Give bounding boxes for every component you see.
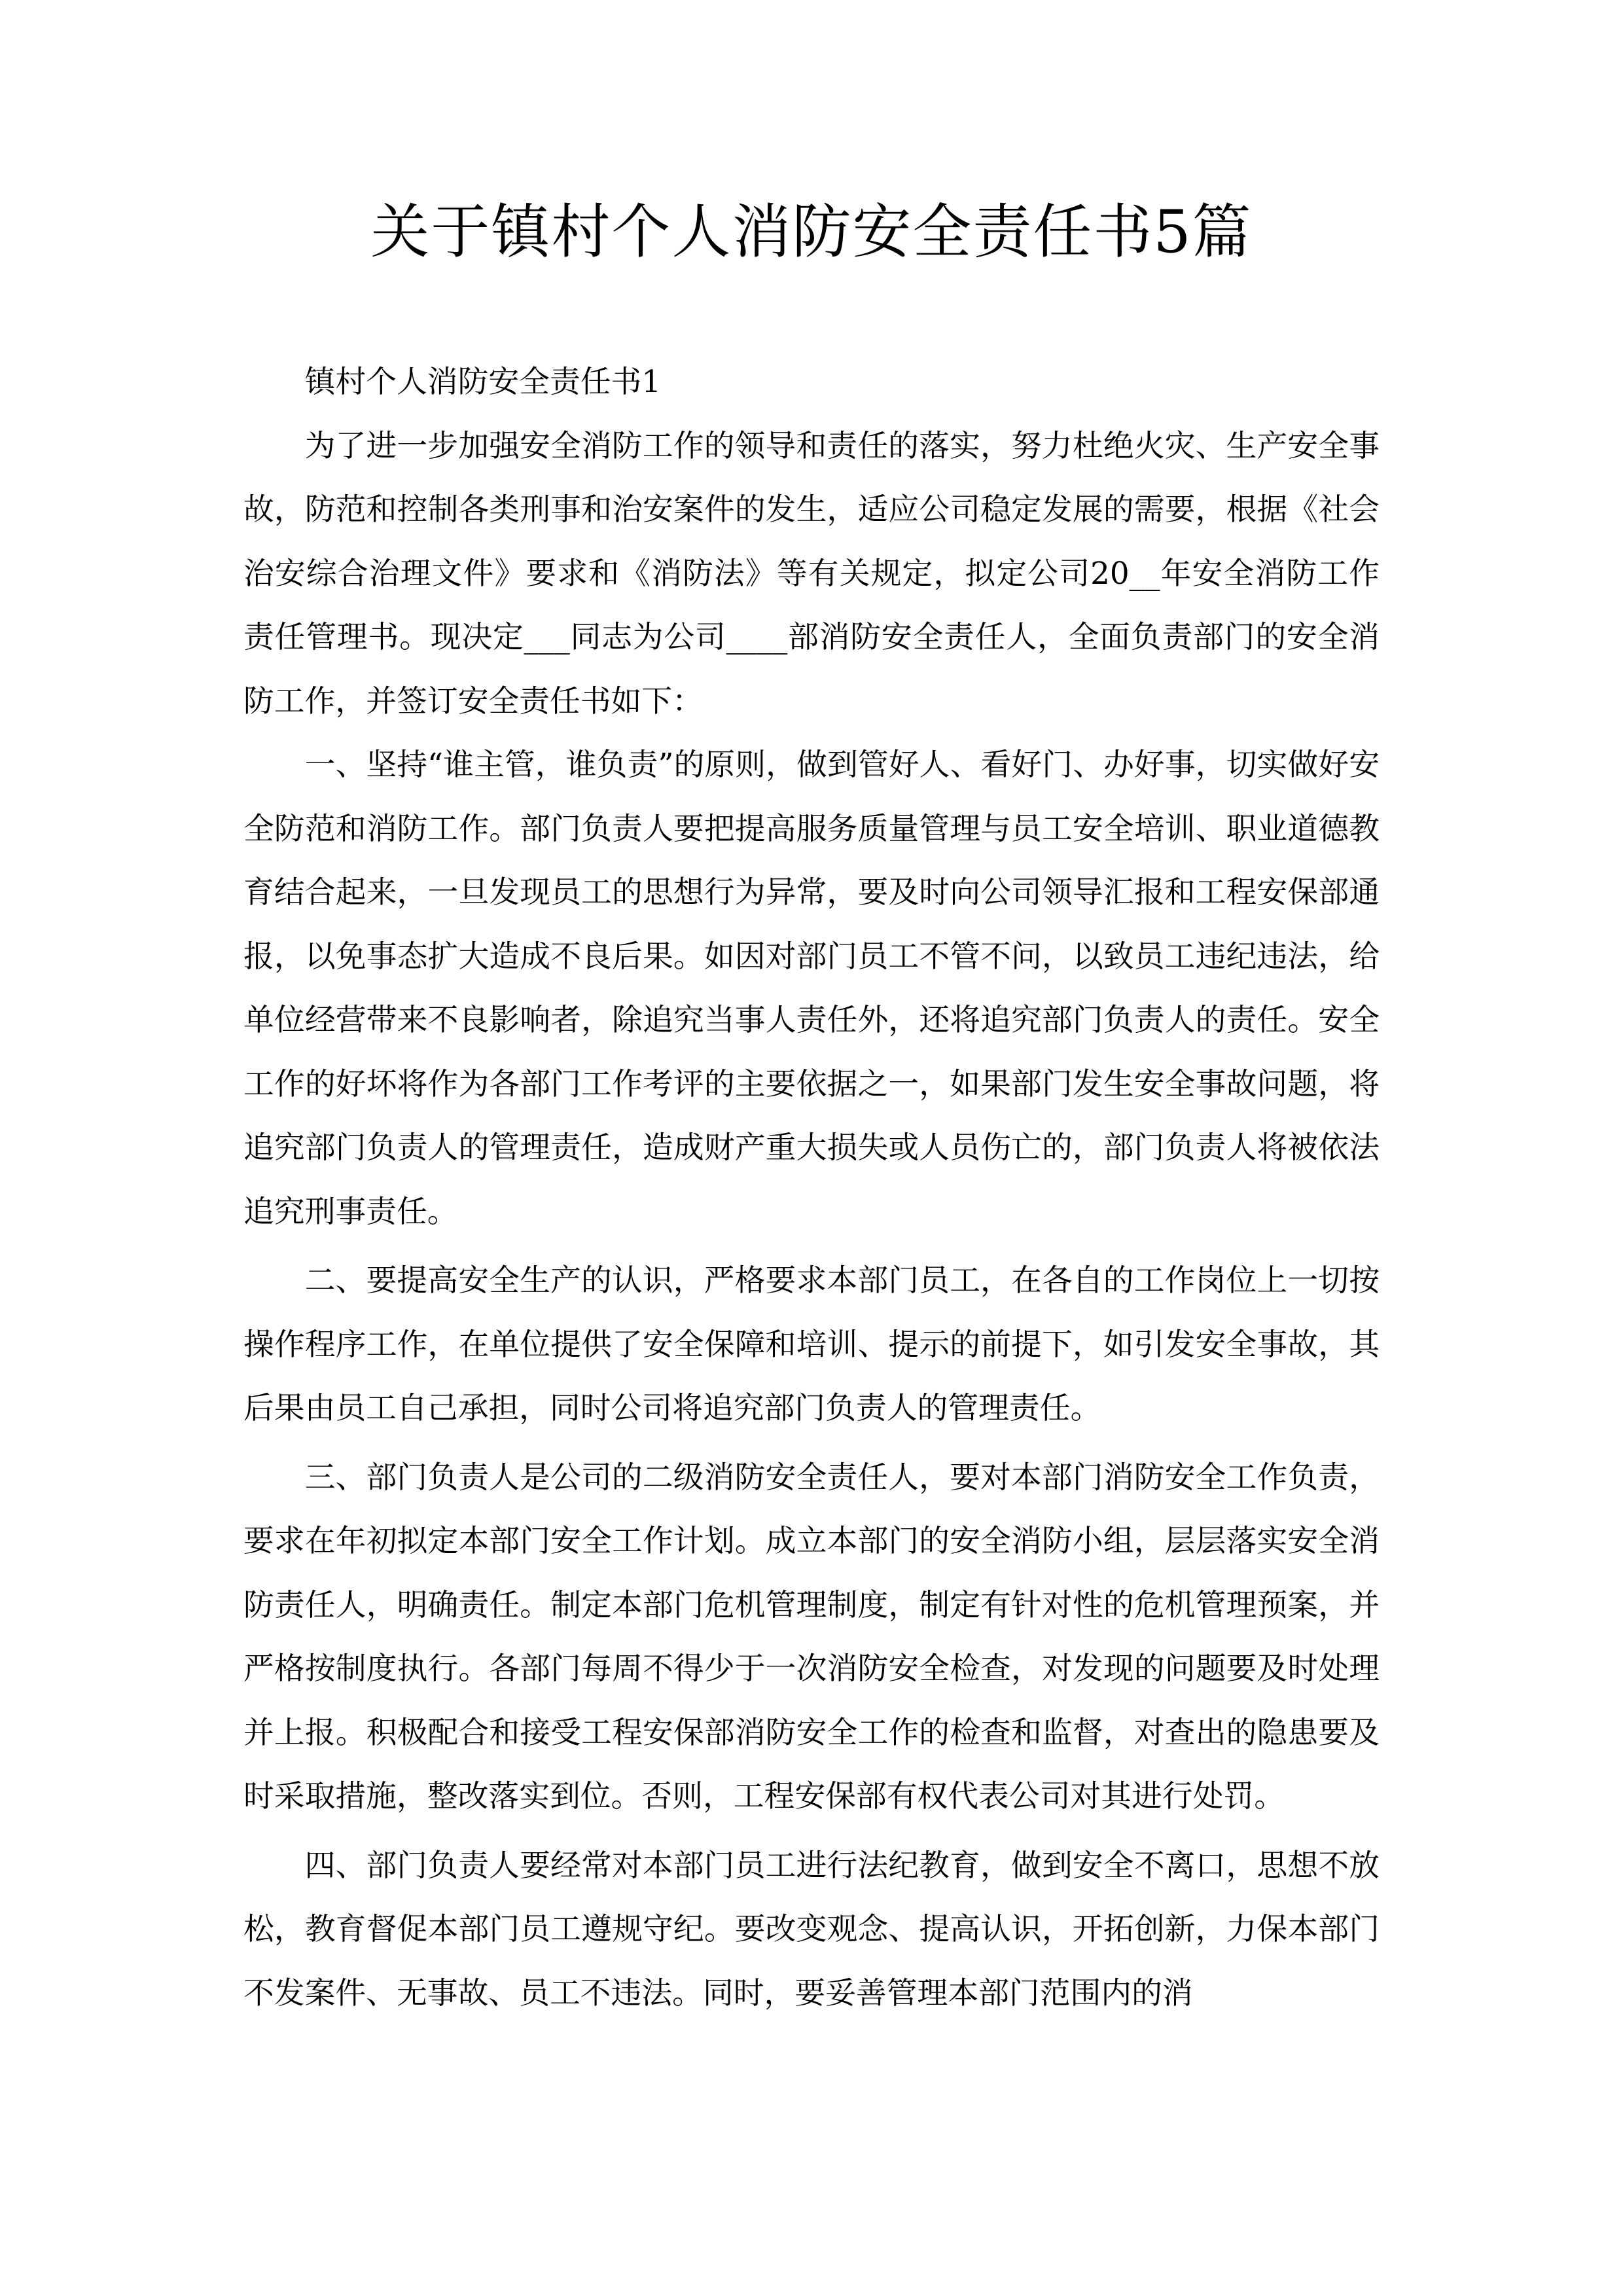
section-heading: 镇村个人消防安全责任书1 [304,365,662,400]
document-body [243,351,1380,2026]
clause-4-paragraph: 四、部门负责人要经常对本部门员工进行法纪教育，做到安全不离口，思想不放松，教育督促本部门员工遵规守纪。要改变观念、提高认识，开拓创新，力保本部门不发案件、无事故、员工不违法。同时，要妥善管理本部门范围内的消 [243,1848,1380,2011]
clause-3-paragraph: 三、部门负责人是公司的二级消防安全责任人，要对本部门消防安全工作负责，要求在年初拟定本部门安全工作计划。成立本部门的安全消防小组，层层落实安全消防责任人，明确责任。制定本部门危机管理制度，制定有针对性的危机管理预案，并严格按制度执行。各部门每周不得少于一次消防安全检查，对发现的问题要及时处理并上报。积极配合和接受工程安保部消防安全工作的检查和监督，对查出的隐患要及时采取措施，整改落实到位。否则，工程安保部有权代表公司对其进行处罚。 [243,1460,1380,1814]
clause-2-paragraph: 二、要提高安全生产的认识，严格要求本部门员工，在各自的工作岗位上一切按操作程序工作，在单位提供了安全保障和培训、提示的前提下，如引发安全事故，其后果由员工自己承担，同时公司将追究部门负责人的管理责任。 [243,1263,1380,1426]
clause-1-paragraph: 一、坚持“谁主管，谁负责”的原则，做到管好人、看好门、办好事，切实做好安全防范和消防工作。部门负责人要把提高服务质量管理与员工安全培训、职业道德教育结合起来，一旦发现员工的思想行为异常，要及时向公司领导汇报和工程安保部通报，以免事态扩大造成不良后果。如因对部门员工不管不问，以致员工违纪违法，给单位经营带来不良影响者，除追究当事人责任外，还将追究部门负责人的责任。安全工作的好坏将作为各部门工作考评的主要依据之一，如果部门发生安全事故问题，将追究部门负责人的管理责任，造成财产重大损失或人员伤亡的，部门负责人将被依法追究刑事责任。 [243,747,1380,1230]
intro-paragraph: 为了进一步加强安全消防工作的领导和责任的落实，努力杜绝火灾、生产安全事故，防范和控制各类刑事和治安案件的发生，适应公司稳定发展的需要，根据《社会治安综合治理文件》要求和《消防法》等有关规定，拟定公司20__年安全消防工作责任管理书。现决定___同志为公司____部消防安全责任人，全面负责部门的安全消防工作，并签订安全责任书如下： [243,428,1380,719]
document-title: 关于镇村个人消防安全责任书5篇 [370,198,1253,266]
